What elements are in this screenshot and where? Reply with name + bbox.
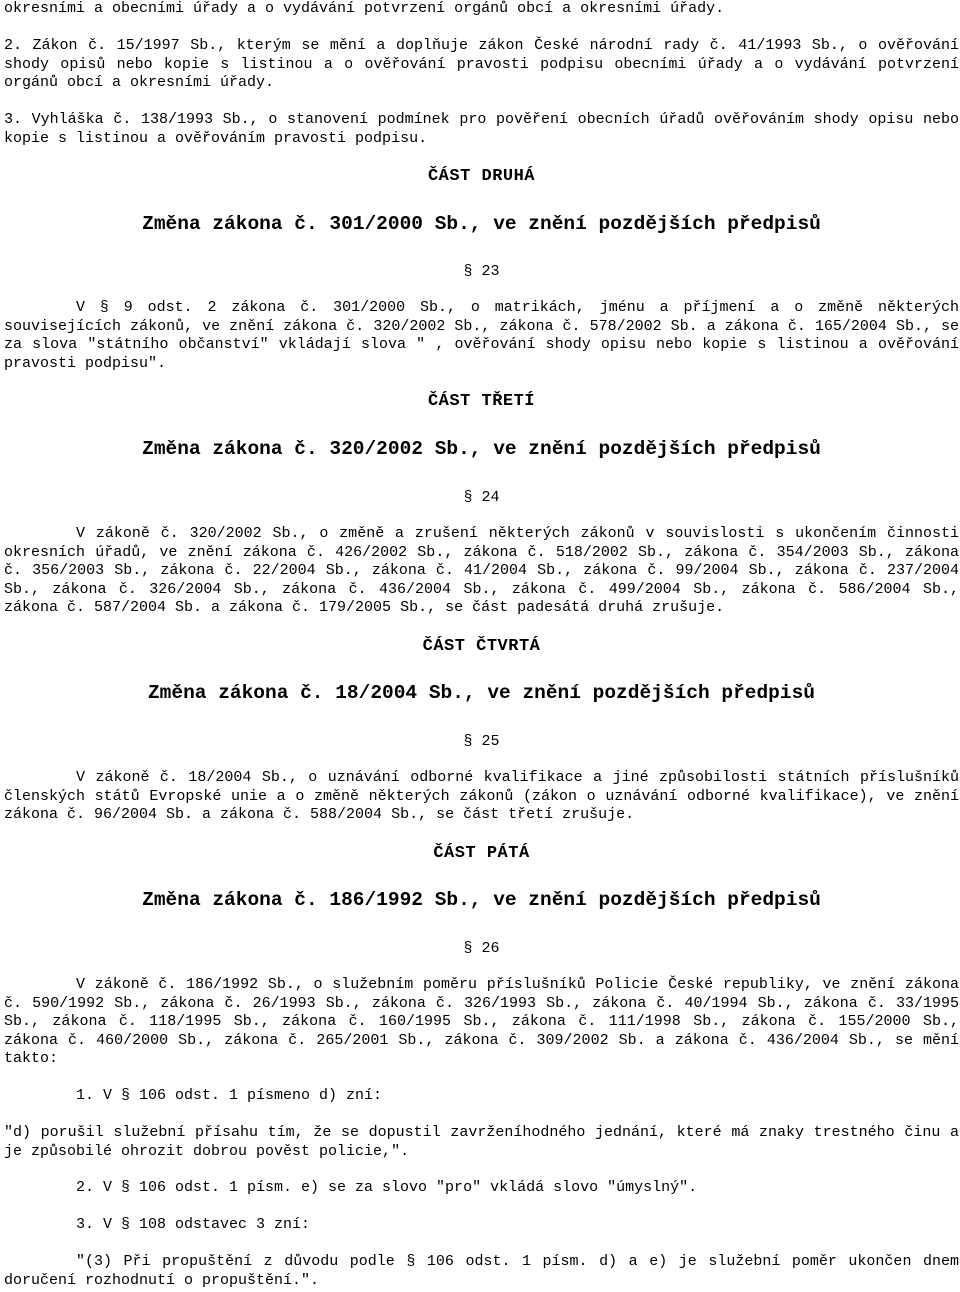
section-24: § 24: [463, 489, 500, 506]
section-23-text: V § 9 odst. 2 zákona č. 301/2000 Sb., o matrikách, jménu a příjmení a o změně některých souvisejících zákonů, ve znění zákona č. 320/2002 Sb., zákona č. 578/2002 Sb. a zákona č. 165/2004 Sb., se za slova "státního občanství" vkládají slova " , ověřování shody opisu nebo kopie s listinou a ověřování pravosti podpisu".: [4, 299, 959, 372]
intro-line: okresními a obecními úřady a o vydávání potvrzení orgánů obcí a okresními úřady.: [4, 0, 725, 17]
section-25-text: V zákoně č. 18/2004 Sb., o uznávání odborné kvalifikace a jiné způsobilosti státních příslušníků členských států Evropské unie a o změně některých zákonů (zákon o uznávání odborné kvalifikace), ve znění zákona č. 96/2004 Sb. a zákona č. 588/2004 Sb., se část třetí zrušuje.: [4, 769, 959, 823]
point-3-text: "(3) Při propuštění z důvodu podle § 106 odst. 1 písm. d) a e) je služební poměr ukončen dnem doručení rozhodnutí o propuštění.".: [4, 1253, 959, 1289]
part-4-change-title: Změna zákona č. 18/2004 Sb., ve znění pozdějších předpisů: [147, 682, 815, 704]
section-25: § 25: [463, 733, 500, 750]
section-26-text: V zákoně č. 186/1992 Sb., o služebním poměru příslušníků Policie České republiky, ve znění zákona č. 590/1992 Sb., zákona č. 26/1993 Sb., zákona č. 326/1993 Sb., zákona č. 40/1994 Sb., zákona č. 33/1995 Sb., zákona č. 118/1995 Sb., zákona č. 160/1995 Sb., zákona č. 111/1998 Sb., zákona č. 155/2000 Sb., zákona č. 460/2000 Sb., zákona č. 265/2001 Sb., zákona č. 309/2002 Sb. a zákona č. 436/2004 Sb., se mění takto:: [4, 976, 959, 1067]
point-1-text: "d) porušil služební přísahu tím, že se dopustil zavrženíhodného jednání, které má znaky trestného činu a je způsobilé ohrozit dobrou pověst policie,".: [4, 1124, 959, 1160]
intro-item-3: 3. Vyhláška č. 138/1993 Sb., o stanovení podmínek pro pověření obecních úřadů ověřováním shody opisu nebo kopie s listinou a ověřováním pravosti podpisu.: [4, 111, 959, 147]
section-23: § 23: [463, 263, 500, 280]
section-26: § 26: [463, 940, 500, 957]
section-24-text: V zákoně č. 320/2002 Sb., o změně a zrušení některých zákonů v souvislosti s ukončením činnosti okresních úřadů, ve znění zákona č. 426/2002 Sb., zákona č. 518/2002 Sb., zákona č. 354/2003 Sb., zákona č. 356/2003 Sb., zákona č. 22/2004 Sb., zákona č. 41/2004 Sb., zákona č. 99/2004 Sb., zákona č. 237/2004 Sb., zákona č. 326/2004 Sb., zákona č. 436/2004 Sb., zákona č. 499/2004 Sb., zákona č. 586/2004 Sb., zákona č. 587/2004 Sb. a zákona č. 179/2005 Sb., se část padesátá druhá zrušuje.: [4, 525, 959, 616]
part-3-change-title: Změna zákona č. 320/2002 Sb., ve znění pozdějších předpisů: [142, 438, 821, 460]
point-3: 3. V § 108 odstavec 3 zní:: [76, 1216, 311, 1233]
part-3-title: ČÁST TŘETÍ: [427, 392, 536, 411]
intro-item-2: 2. Zákon č. 15/1997 Sb., kterým se mění a doplňuje zákon České národní rady č. 41/1993 Sb., o ověřování shody opisů nebo kopie s listinou a o ověřování pravosti podpisu obecními úřady a o vydávání potvrzení orgánů obcí a okresními úřady.: [4, 37, 959, 91]
part-2-title: ČÁST DRUHÁ: [427, 167, 536, 186]
part-5-change-title: Změna zákona č. 186/1992 Sb., ve znění pozdějších předpisů: [142, 889, 821, 911]
point-2: 2. V § 106 odst. 1 písm. e) se za slovo "pro" vkládá slovo "úmyslný".: [76, 1179, 698, 1196]
point-1: 1. V § 106 odst. 1 písmeno d) zní:: [76, 1087, 383, 1104]
part-5-title: ČÁST PÁTÁ: [433, 844, 530, 863]
part-2-change-title: Změna zákona č. 301/2000 Sb., ve znění pozdějších předpisů: [142, 213, 821, 235]
part-4-title: ČÁST ČTVRTÁ: [422, 637, 541, 656]
